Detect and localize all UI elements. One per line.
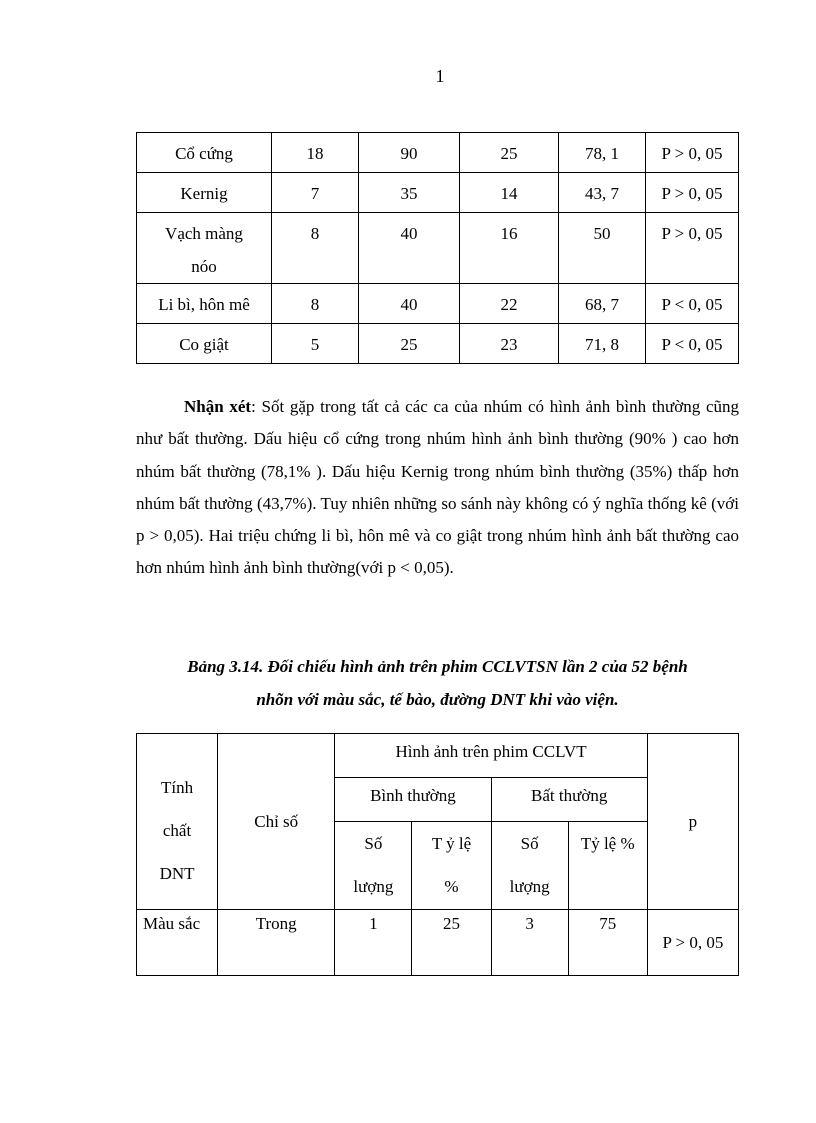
cell: 16 <box>460 213 559 284</box>
header-line: Số <box>364 834 383 853</box>
comment-lead: Nhận xét <box>184 397 252 416</box>
cell: 78, 1 <box>559 133 646 173</box>
header-line: T ỷ lệ <box>431 834 472 853</box>
header-row <box>137 734 739 778</box>
cell: 23 <box>460 324 559 364</box>
property-cell: Màu sắc <box>137 910 218 976</box>
header-line: Số <box>520 834 539 853</box>
symptom-label: Cổ cứng <box>137 133 272 173</box>
header-line: Tính <box>161 778 194 797</box>
label-line: nóo <box>191 257 217 276</box>
symptom-label: Li bì, hôn mê <box>137 284 272 324</box>
cell: 7 <box>272 173 359 213</box>
label-line: Vạch màng <box>165 224 243 243</box>
cell: 5 <box>272 324 359 364</box>
cell: 1 <box>335 910 412 976</box>
header-line: DNT <box>159 864 195 883</box>
cell: 25 <box>359 324 460 364</box>
header-line: lượng <box>509 877 550 896</box>
header-index: Chỉ số <box>218 734 335 910</box>
header-p: p <box>647 734 738 910</box>
p-value: P < 0, 05 <box>646 324 739 364</box>
p-value: P < 0, 05 <box>646 284 739 324</box>
cell: 43, 7 <box>559 173 646 213</box>
header-line: lượng <box>353 877 394 896</box>
page-number: 1 <box>435 66 445 86</box>
table-row <box>137 910 739 976</box>
header-abnormal: Bất thường <box>491 778 647 822</box>
header-line: chất <box>162 821 192 840</box>
cell: 68, 7 <box>559 284 646 324</box>
table-row <box>137 324 739 364</box>
comment-paragraph <box>136 391 739 585</box>
symptom-label: Co giật <box>137 324 272 364</box>
header-group: Hình ảnh trên phim CCLVT <box>335 734 648 778</box>
cell: 40 <box>359 213 460 284</box>
cell: 50 <box>559 213 646 284</box>
cell: 25 <box>412 910 491 976</box>
index-cell: Trong <box>218 910 335 976</box>
table-row <box>137 173 739 213</box>
table-row <box>137 284 739 324</box>
p-value: P > 0, 05 <box>646 173 739 213</box>
comment-text: : Sốt gặp trong tất cả các ca của nhúm có hình ảnh bình thường cũng như bất thường. Dấu hiệu cổ cứng trong nhúm hình ảnh bình thường (90% ) cao hơn nhúm bất thường (78,1% ). Dấu hiệu Kernig trong nhúm bình thường (35%) thấp hơn nhúm bất thường (43,7%). Tuy nhiên những so sánh này không có ý nghĩa thống kê (với p > 0,05). Hai triệu chứng li bì, hôn mê và co giật trong nhúm hình ảnh bất thường cao hơn nhúm hình ảnh bình thường(với p < 0,05). <box>136 397 739 578</box>
header-line: % <box>444 877 459 896</box>
symptom-table <box>136 132 739 364</box>
cell: 8 <box>272 284 359 324</box>
csf-table <box>136 733 739 976</box>
p-value: P > 0, 05 <box>646 133 739 173</box>
caption-line: nhõn với màu sắc, tế bào, đường DNT khi vào viện. <box>256 690 619 709</box>
header-property <box>137 734 218 910</box>
header-count <box>491 822 568 910</box>
header-percent: Tỷ lệ % <box>568 822 647 910</box>
cell: 90 <box>359 133 460 173</box>
symptom-label: Kernig <box>137 173 272 213</box>
header-count <box>335 822 412 910</box>
table-caption <box>136 650 739 716</box>
cell: 71, 8 <box>559 324 646 364</box>
symptom-label <box>137 213 272 284</box>
table-row <box>137 213 739 284</box>
table-row <box>137 133 739 173</box>
cell: 25 <box>460 133 559 173</box>
cell: 75 <box>568 910 647 976</box>
cell: 3 <box>491 910 568 976</box>
p-value: P > 0, 05 <box>647 910 738 976</box>
caption-line: Bảng 3.14. Đối chiếu hình ảnh trên phim CCLVTSN lần 2 của 52 bệnh <box>187 657 688 676</box>
header-normal: Bình thường <box>335 778 491 822</box>
cell: 35 <box>359 173 460 213</box>
cell: 14 <box>460 173 559 213</box>
cell: 40 <box>359 284 460 324</box>
header-percent <box>412 822 491 910</box>
cell: 8 <box>272 213 359 284</box>
p-value: P > 0, 05 <box>646 213 739 284</box>
cell: 18 <box>272 133 359 173</box>
cell: 22 <box>460 284 559 324</box>
